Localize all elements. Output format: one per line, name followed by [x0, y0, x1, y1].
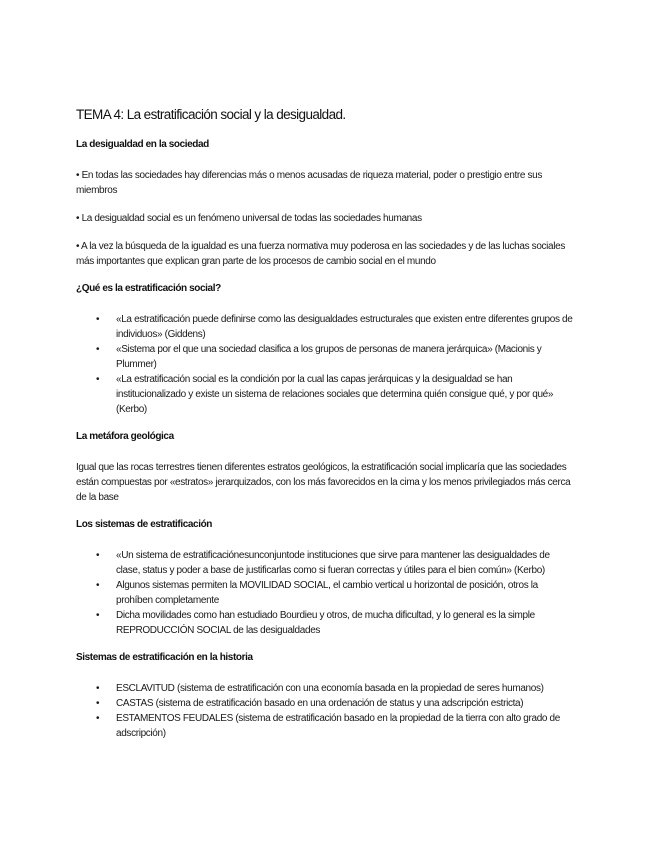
list-item-text: «La estratificación social es la condición por la cual las capas jerárquicas y la desigualdad se han institucionalizado y existe un sistema de relaciones sociales que determina quién consigue qué, y por qué» (Kerbo)	[116, 374, 554, 415]
bullet-icon: •	[96, 683, 100, 694]
bullet-icon: •	[96, 374, 100, 385]
document-page	[76, 106, 576, 741]
list-estratificacion	[76, 312, 576, 417]
list-item-text: «Sistema por el que una sociedad clasifica a los grupos de personas de manera jerárquica» (Macionis y Plummer)	[116, 344, 542, 370]
list-item-text: Dicha movilidades como han estudiado Bourdieu y otros, de mucha dificultad, y lo general es la simple REPRODUCCIÓN SOCIAL de las desigualdades	[116, 610, 535, 636]
list-item	[96, 312, 576, 342]
list-item	[96, 608, 576, 638]
list-item	[96, 681, 576, 696]
paragraph-desigualdad-2: • La desigualdad social es un fenómeno universal de todas las sociedades humanas	[76, 213, 422, 224]
list-item-text: «Un sistema de estratificaciónesunconjuntode instituciones que sirve para mantener las desigualdades de clase, status y poder a base de justificarlas como si fueran correctas y útiles para el bien común» (Kerbo)	[116, 550, 550, 576]
bullet-icon: •	[96, 550, 100, 561]
bullet-icon: •	[96, 580, 100, 591]
section-heading-historia: Sistemas de estratificación en la historia	[76, 652, 253, 663]
bullet-icon: •	[96, 713, 100, 724]
list-sistemas	[76, 548, 576, 638]
list-item	[96, 578, 576, 608]
list-item-text: ESCLAVITUD (sistema de estratificación con una economía basada en la propiedad de seres humanos)	[116, 683, 544, 694]
list-item-text: ESTAMENTOS FEUDALES (sistema de estratificación basado en la propiedad de la tierra con alto grado de adscripción)	[116, 713, 560, 739]
bullet-icon: •	[96, 344, 100, 355]
section-heading-sistemas: Los sistemas de estratificación	[76, 519, 212, 530]
list-item	[96, 342, 576, 372]
list-item	[96, 372, 576, 417]
section-heading-desigualdad: La desigualdad en la sociedad	[76, 139, 209, 150]
section-heading-metafora: La metáfora geológica	[76, 431, 174, 442]
bullet-icon: •	[96, 314, 100, 325]
list-item	[96, 711, 576, 741]
list-item-text: CASTAS (sistema de estratificación basado en una ordenación de status y una adscripción estricta)	[116, 698, 524, 709]
document-title: TEMA 4: La estratificación social y la desigualdad.	[76, 107, 346, 122]
bullet-icon: •	[96, 610, 100, 621]
bullet-icon: •	[96, 698, 100, 709]
paragraph-metafora: Igual que las rocas terrestres tienen diferentes estratos geológicos, la estratificación social implicaría que las sociedades están compuestas por «estratos» jerarquizados, con los más favorecidos en la cima y los menos privilegiados más cerca de la base	[76, 462, 571, 503]
list-item-text: «La estratificación puede definirse como las desigualdades estructurales que existen entre diferentes grupos de individuos» (Giddens)	[116, 314, 573, 340]
paragraph-desigualdad-1: • En todas las sociedades hay diferencias más o menos acusadas de riqueza material, poder o prestigio entre sus miembros	[76, 170, 543, 196]
list-item	[96, 696, 576, 711]
list-historia	[76, 681, 576, 741]
list-item-text: Algunos sistemas permiten la MOVILIDAD SOCIAL, el cambio vertical u horizontal de posición, otros la prohíben completamente	[116, 580, 538, 606]
list-item	[96, 548, 576, 578]
paragraph-desigualdad-3: • A la vez la búsqueda de la igualdad es una fuerza normativa muy poderosa en las sociedades y de las luchas sociales más importantes que explican gran parte de los procesos de cambio social en el mundo	[76, 241, 565, 267]
section-heading-estratificacion: ¿Qué es la estratificación social?	[76, 283, 221, 294]
